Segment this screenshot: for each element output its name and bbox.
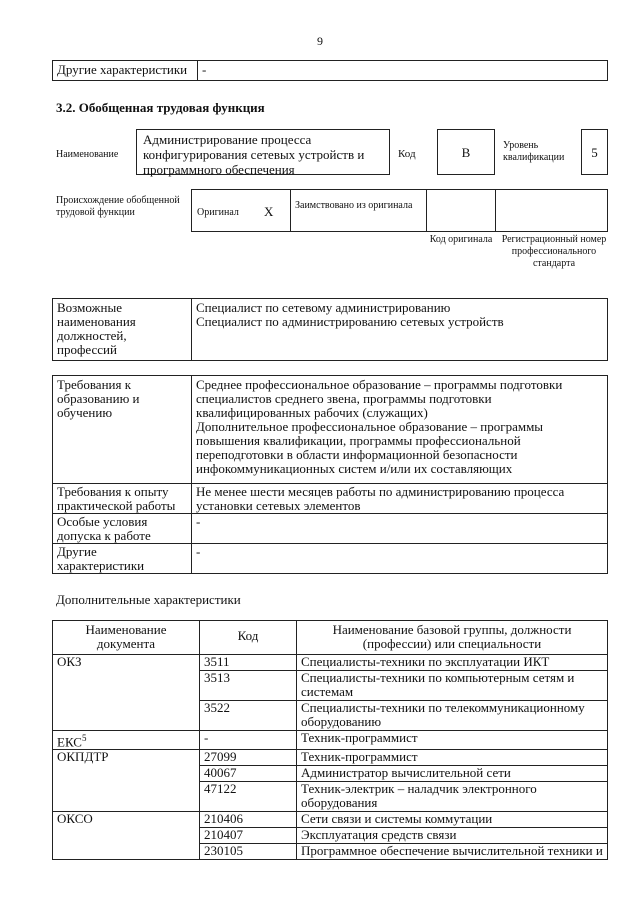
name-label: Наименование	[56, 149, 119, 160]
other-characteristics-value: -	[198, 61, 608, 81]
code-label: Код	[398, 148, 416, 160]
name-cell: Техник-программист	[297, 731, 608, 750]
req-line: Среднее профессиональное образование – программы подготовки специалистов среднего звена, программы подготовки квалифицированных рабочих (служащих)	[196, 377, 563, 420]
other-characteristics-label: Другие характеристики	[53, 61, 198, 81]
doc-cell: ОКСО	[53, 812, 200, 860]
name-cell: Специалисты-техники по компьютерным сетям и системам	[297, 671, 608, 701]
name-cell: Специалисты-техники по эксплуатации ИКТ	[297, 655, 608, 671]
req-line: Не менее шести месяцев работы по администрированию процесса установки сетевых элементов	[192, 484, 608, 514]
header-document: Наименование документа	[53, 621, 200, 655]
code-cell: -	[200, 731, 297, 750]
code-original-caption: Код оригинала	[429, 234, 493, 245]
position-item: Специалист по администрированию сетевых устройств	[196, 314, 504, 329]
positions-table	[52, 298, 608, 361]
additional-table	[52, 620, 608, 860]
name-cell: Администратор вычислительной сети	[297, 766, 608, 782]
name-value: Администрирование процесса конфигурирования сетевых устройств и программного обеспечения	[136, 129, 390, 175]
name-cell: Специалисты-техники по телекоммуникационному оборудованию	[297, 701, 608, 731]
doc-cell: ОКЗ	[53, 655, 200, 731]
code-cell: 3522	[200, 701, 297, 731]
reg-number-caption: Регистрационный номер профессионального стандарта	[501, 234, 607, 269]
code-value: B	[437, 129, 495, 175]
req-line: Дополнительное профессиональное образование – программы повышения квалификации, программы профессиональной переподготовки в области информационной безопасности инфокоммуникационных систем и/или их составляющих	[196, 419, 544, 476]
other-characteristics-top-table	[52, 60, 608, 81]
origin-divider	[290, 189, 291, 232]
doc-cell	[53, 731, 200, 750]
positions-label: Возможные наименования должностей, профессий	[53, 299, 192, 361]
req-label: Требования к образованию и обучению	[53, 376, 192, 484]
original-label: Оригинал	[197, 207, 239, 218]
requirements-table	[52, 375, 608, 574]
req-line: -	[192, 544, 608, 574]
page-number: 9	[317, 34, 323, 48]
code-cell: 230105	[200, 844, 297, 860]
code-cell: 40067	[200, 766, 297, 782]
origin-divider	[426, 189, 427, 232]
code-cell: 210406	[200, 812, 297, 828]
name-cell: Техник-программист	[297, 750, 608, 766]
origin-divider	[495, 189, 496, 232]
code-cell: 27099	[200, 750, 297, 766]
section-title: 3.2. Обобщенная трудовая функция	[56, 100, 265, 115]
footnote-mark: 5	[81, 733, 87, 743]
header-code: Код	[200, 621, 297, 655]
req-line: -	[192, 514, 608, 544]
origin-label: Происхождение обобщенной трудовой функции	[56, 195, 180, 218]
req-label: Особые условия допуска к работе	[53, 514, 192, 544]
code-cell: 210407	[200, 828, 297, 844]
name-cell: Программное обеспечение вычислительной техники и	[297, 844, 608, 860]
borrowed-label: Заимствовано из оригинала	[295, 200, 413, 211]
position-item: Специалист по сетевому администрированию	[196, 300, 451, 315]
name-cell: Техник-электрик – наладчик электронного оборудования	[297, 782, 608, 812]
original-mark: X	[264, 204, 274, 219]
req-label: Требования к опыту практической работы	[53, 484, 192, 514]
name-cell: Эксплуатация средств связи	[297, 828, 608, 844]
doc-cell: ОКПДТР	[53, 750, 200, 812]
code-cell: 3513	[200, 671, 297, 701]
doc-cell-text: ЕКС	[57, 734, 82, 750]
code-cell: 3511	[200, 655, 297, 671]
code-cell: 47122	[200, 782, 297, 812]
req-label: Другие характеристики	[53, 544, 192, 574]
level-value: 5	[581, 129, 608, 175]
header-name: Наименование базовой группы, должности (профессии) или специальности	[297, 621, 608, 655]
level-label: Уровень квалификации	[503, 140, 565, 163]
additional-title: Дополнительные характеристики	[56, 592, 241, 607]
name-cell: Сети связи и системы коммутации	[297, 812, 608, 828]
